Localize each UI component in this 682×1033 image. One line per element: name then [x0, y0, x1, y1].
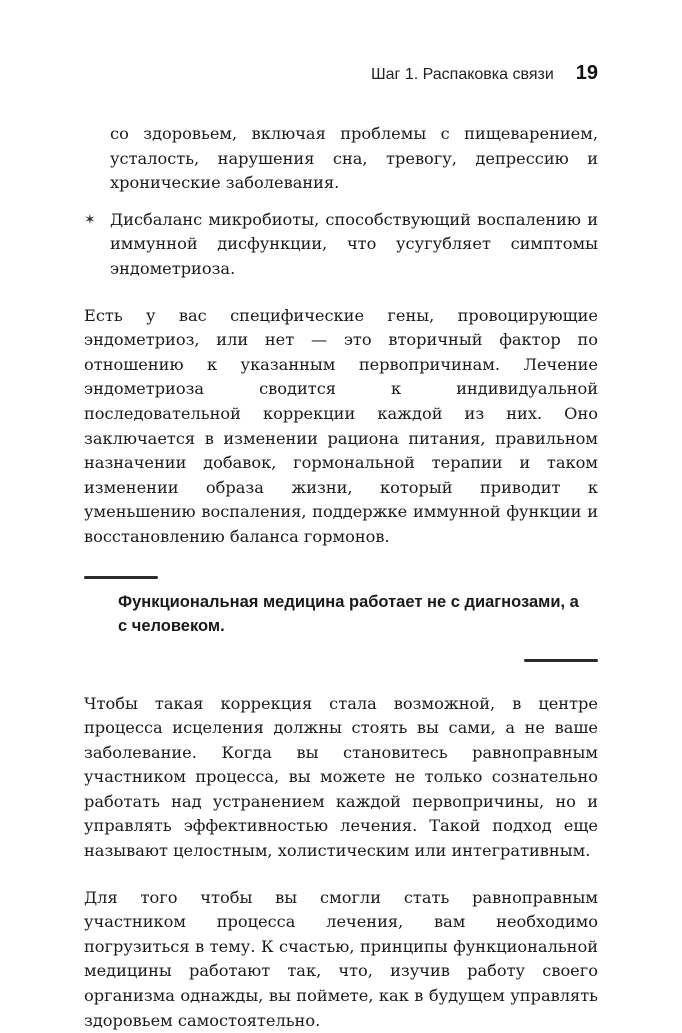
body-paragraph: Чтобы такая коррекция стала возможной, в центре процесса исцеления должны стоять вы сами, а не ваше заболевание. Когда вы становитесь равноправным участником процесса, вы можете не только сознательно работать над устранением каждой первопричины, но и управлять эффективностью лечения. Такой подход еще называют целостным, холистическим или интегративным. [84, 693, 598, 861]
pull-quote-top-rule [84, 576, 158, 579]
pull-quote [84, 576, 598, 662]
running-title: Шаг 1. Распаковка связи [370, 66, 554, 83]
body-paragraph: Есть у вас специфические гены, провоцирующие эндометриоз, или нет — это вторичный фактор по отношению к указанным первопричинам. Лечение эндометриоза сводится к индивидуальной последовательной коррекции каждой из них. Оно заключается в изменении рациона питания, правильном назначении добавок, гормональной терапии и таком изменении образа жизни, который приводит к уменьшению воспаления, поддержке иммунной функции и восстановлению баланса гормонов. [84, 305, 598, 546]
body-paragraph: Для того чтобы вы смогли стать равноправным участником процесса лечения, вам необходимо погрузиться в тему. К счастью, принципы функциональной медицины работают так, что, изучив работу своего организма однажды, вы поймете, как в будущем управлять здоровьем самостоятельно. [84, 887, 598, 1030]
list-item-continuation: со здоровьем, включая проблемы с пищеварением, усталость, нарушения сна, тревогу, депрессию и хронические заболевания. [110, 124, 598, 193]
page-body [84, 122, 598, 1033]
list-item-text: Дисбаланс микробиоты, способствующий воспалению и иммунной дисфункции, что усугубляет симптомы эндометриоза. [110, 209, 598, 278]
page-header [371, 62, 598, 85]
asterisk-bullet-icon: ✶ [84, 211, 96, 228]
pull-quote-bottom-rule [524, 659, 598, 662]
pull-quote-text: Функциональная медицина работает не с диагнозами, а с человеком. [118, 592, 579, 635]
page-number: 19 [575, 62, 598, 84]
list-item [84, 208, 598, 282]
